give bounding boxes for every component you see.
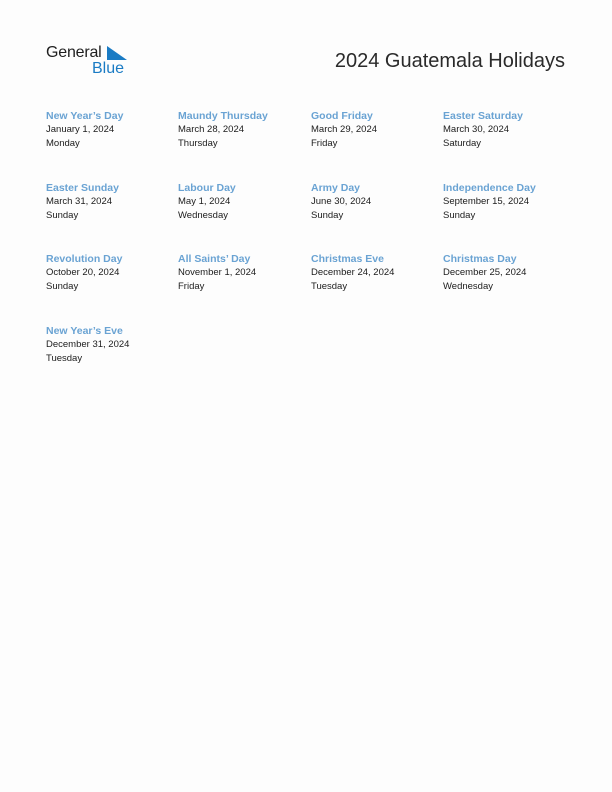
holiday-name: New Year’s Eve — [46, 325, 123, 337]
holiday-name: Labour Day — [178, 182, 236, 194]
holiday-weekday: Wednesday — [443, 281, 493, 292]
holiday-item — [46, 324, 176, 366]
holiday-date: October 20, 2024 — [46, 267, 120, 278]
holiday-weekday: Tuesday — [46, 353, 83, 364]
holiday-name: Maundy Thursday — [178, 110, 268, 122]
holiday-date: January 1, 2024 — [46, 124, 115, 135]
holiday-name: Christmas Eve — [311, 253, 384, 265]
holiday-date: September 15, 2024 — [443, 196, 530, 207]
generalblue-logo — [46, 44, 136, 80]
logo-word-general: General — [46, 44, 102, 61]
holiday-item — [311, 109, 441, 151]
holiday-date: March 31, 2024 — [46, 196, 113, 207]
holiday-name: Christmas Day — [443, 253, 517, 265]
page-title: 2024 Guatemala Holidays — [334, 50, 565, 72]
holiday-name: Revolution Day — [46, 253, 123, 265]
holiday-date: March 30, 2024 — [443, 124, 510, 135]
holiday-date: June 30, 2024 — [311, 196, 372, 207]
holiday-weekday: Sunday — [46, 210, 79, 221]
holiday-date: March 29, 2024 — [311, 124, 378, 135]
holiday-weekday: Monday — [46, 138, 80, 149]
holiday-item — [443, 181, 573, 223]
holiday-name: Easter Saturday — [443, 110, 523, 122]
holiday-date: May 1, 2024 — [178, 196, 231, 207]
holiday-name: Army Day — [311, 182, 361, 194]
holiday-item — [178, 109, 308, 151]
logo-flag-icon — [107, 46, 127, 60]
holiday-item — [178, 252, 308, 294]
holiday-item — [443, 109, 573, 151]
holiday-item — [311, 181, 441, 223]
holiday-item — [178, 181, 308, 223]
holiday-name: Independence Day — [443, 182, 536, 194]
holiday-item — [46, 109, 176, 151]
holiday-date: December 31, 2024 — [46, 339, 130, 350]
holiday-item — [46, 181, 176, 223]
holiday-weekday: Sunday — [311, 210, 344, 221]
holiday-name: Easter Sunday — [46, 182, 119, 194]
holiday-weekday: Saturday — [443, 138, 482, 149]
holiday-item — [443, 252, 573, 294]
holiday-weekday: Friday — [178, 281, 205, 292]
holiday-weekday: Thursday — [178, 138, 218, 149]
holiday-weekday: Sunday — [46, 281, 79, 292]
holiday-weekday: Wednesday — [178, 210, 228, 221]
holiday-date: December 25, 2024 — [443, 267, 527, 278]
holiday-date: December 24, 2024 — [311, 267, 395, 278]
holiday-weekday: Friday — [311, 138, 338, 149]
holiday-item — [311, 252, 441, 294]
logo-word-blue: Blue — [92, 60, 125, 77]
holiday-date: November 1, 2024 — [178, 267, 257, 278]
holiday-name: Good Friday — [311, 110, 373, 122]
holiday-date: March 28, 2024 — [178, 124, 245, 135]
holiday-weekday: Tuesday — [311, 281, 348, 292]
holiday-item — [46, 252, 176, 294]
holiday-name: All Saints’ Day — [178, 253, 251, 265]
holiday-name: New Year’s Day — [46, 110, 124, 122]
holiday-weekday: Sunday — [443, 210, 476, 221]
